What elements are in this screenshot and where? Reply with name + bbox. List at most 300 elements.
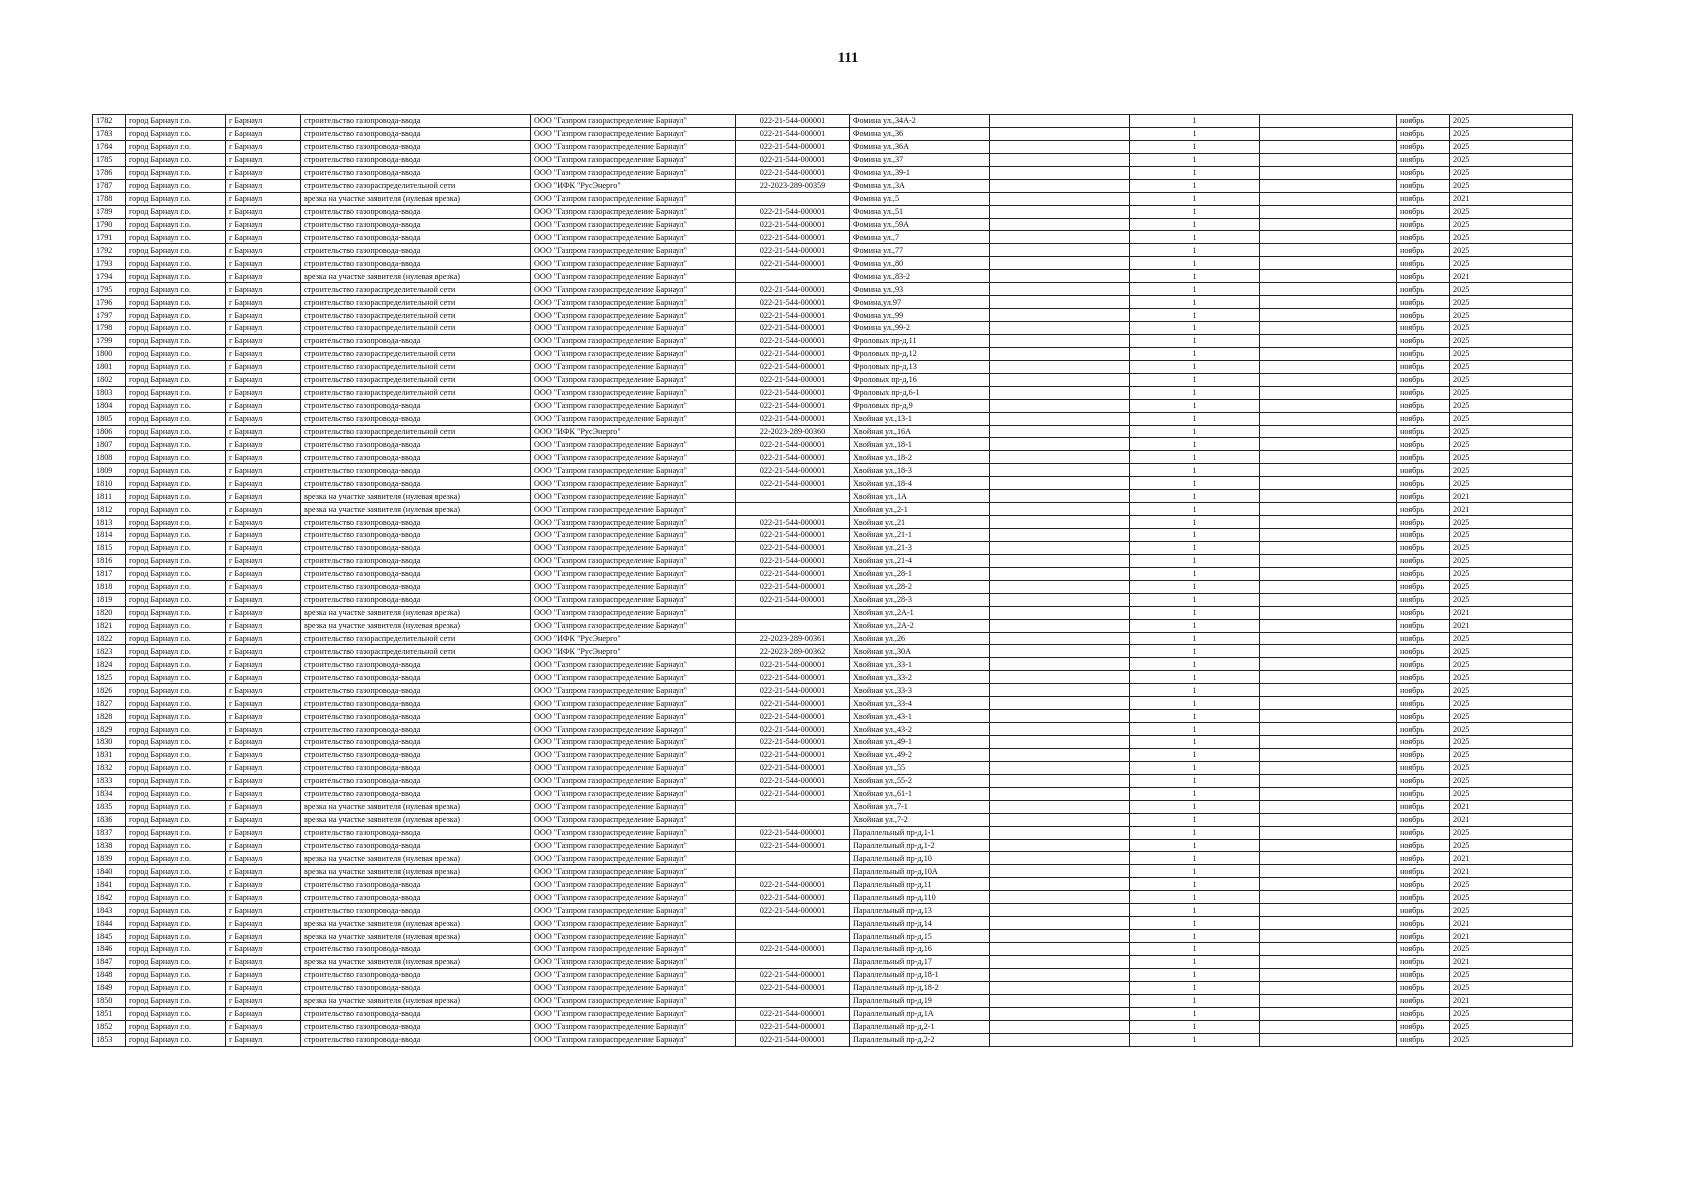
cell-row-number: 1785	[93, 153, 126, 166]
cell-empty-col	[1260, 632, 1397, 645]
gasification-table	[92, 114, 1573, 1047]
table-row	[93, 477, 1573, 490]
cell-organization: ООО "Газпром газораспределение Барнаул"	[531, 697, 736, 710]
cell-quantity: 1	[1130, 710, 1260, 723]
cell-row-number: 1809	[93, 464, 126, 477]
cell-municipality: город Барнаул г.о.	[126, 826, 226, 839]
cell-permit-number: 022-21-544-000001	[736, 554, 850, 567]
cell-work-type: строительство газопровода-ввода	[301, 231, 531, 244]
table-row	[93, 800, 1573, 813]
cell-empty-col	[1260, 412, 1397, 425]
cell-row-number: 1789	[93, 205, 126, 218]
cell-work-type: врезка на участке заявителя (нулевая врезка)	[301, 192, 531, 205]
cell-year: 2025	[1450, 386, 1573, 399]
cell-empty-col	[1260, 554, 1397, 567]
cell-organization: ООО "Газпром газораспределение Барнаул"	[531, 800, 736, 813]
cell-year: 2025	[1450, 179, 1573, 192]
cell-permit-number	[736, 813, 850, 826]
cell-permit-number	[736, 192, 850, 205]
cell-month: ноябрь	[1397, 477, 1450, 490]
cell-organization: ООО "ИФК "РусЭнерго"	[531, 632, 736, 645]
cell-address: Хвойная ул.,61-1	[850, 787, 990, 800]
cell-municipality: город Барнаул г.о.	[126, 244, 226, 257]
cell-empty-col	[990, 140, 1130, 153]
cell-row-number: 1846	[93, 943, 126, 956]
cell-year: 2025	[1450, 464, 1573, 477]
table-row	[93, 192, 1573, 205]
cell-organization: ООО "Газпром газораспределение Барнаул"	[531, 218, 736, 231]
cell-work-type: строительство газопровода-ввода	[301, 334, 531, 347]
table-row	[93, 593, 1573, 606]
cell-work-type: врезка на участке заявителя (нулевая врезка)	[301, 800, 531, 813]
cell-month: ноябрь	[1397, 619, 1450, 632]
cell-year: 2025	[1450, 322, 1573, 335]
cell-permit-number: 022-21-544-000001	[736, 968, 850, 981]
cell-quantity: 1	[1130, 606, 1260, 619]
cell-municipality: город Барнаул г.о.	[126, 865, 226, 878]
table-row	[93, 529, 1573, 542]
cell-permit-number	[736, 490, 850, 503]
cell-permit-number: 022-21-544-000001	[736, 697, 850, 710]
cell-address: Хвойная ул.,43-1	[850, 710, 990, 723]
cell-row-number: 1798	[93, 322, 126, 335]
table-row	[93, 917, 1573, 930]
cell-work-type: строительство газопровода-ввода	[301, 839, 531, 852]
cell-settlement: г Барнаул	[226, 244, 301, 257]
cell-permit-number	[736, 865, 850, 878]
cell-work-type: строительство газопровода-ввода	[301, 787, 531, 800]
cell-empty-col	[990, 503, 1130, 516]
cell-work-type: строительство газораспределительной сети	[301, 425, 531, 438]
cell-empty-col	[990, 360, 1130, 373]
cell-settlement: г Барнаул	[226, 503, 301, 516]
cell-quantity: 1	[1130, 567, 1260, 580]
cell-municipality: город Барнаул г.о.	[126, 852, 226, 865]
cell-municipality: город Барнаул г.о.	[126, 943, 226, 956]
cell-organization: ООО "Газпром газораспределение Барнаул"	[531, 270, 736, 283]
cell-empty-col	[990, 283, 1130, 296]
cell-month: ноябрь	[1397, 541, 1450, 554]
table-row	[93, 852, 1573, 865]
cell-work-type: строительство газораспределительной сети	[301, 179, 531, 192]
cell-work-type: строительство газопровода-ввода	[301, 153, 531, 166]
cell-empty-col	[1260, 140, 1397, 153]
table-row	[93, 205, 1573, 218]
cell-work-type: строительство газопровода-ввода	[301, 1007, 531, 1020]
cell-municipality: город Барнаул г.о.	[126, 373, 226, 386]
cell-organization: ООО "Газпром газораспределение Барнаул"	[531, 774, 736, 787]
cell-address: Параллельный пр-д,17	[850, 955, 990, 968]
cell-permit-number: 022-21-544-000001	[736, 373, 850, 386]
cell-permit-number	[736, 994, 850, 1007]
cell-year: 2025	[1450, 309, 1573, 322]
cell-organization: ООО "Газпром газораспределение Барнаул"	[531, 412, 736, 425]
cell-settlement: г Барнаул	[226, 930, 301, 943]
cell-organization: ООО "Газпром газораспределение Барнаул"	[531, 347, 736, 360]
cell-address: Параллельный пр-д,13	[850, 904, 990, 917]
table-row	[93, 736, 1573, 749]
cell-month: ноябрь	[1397, 774, 1450, 787]
table-row	[93, 296, 1573, 309]
cell-address: Фомина ул.,83-2	[850, 270, 990, 283]
cell-permit-number: 022-21-544-000001	[736, 399, 850, 412]
cell-quantity: 1	[1130, 943, 1260, 956]
cell-work-type: строительство газопровода-ввода	[301, 127, 531, 140]
cell-empty-col	[1260, 968, 1397, 981]
cell-organization: ООО "Газпром газораспределение Барнаул"	[531, 943, 736, 956]
cell-year: 2021	[1450, 994, 1573, 1007]
cell-quantity: 1	[1130, 761, 1260, 774]
cell-quantity: 1	[1130, 115, 1260, 128]
cell-year: 2025	[1450, 412, 1573, 425]
cell-work-type: строительство газораспределительной сети	[301, 322, 531, 335]
cell-quantity: 1	[1130, 283, 1260, 296]
cell-permit-number: 022-21-544-000001	[736, 529, 850, 542]
cell-organization: ООО "Газпром газораспределение Барнаул"	[531, 115, 736, 128]
cell-month: ноябрь	[1397, 917, 1450, 930]
cell-empty-col	[990, 955, 1130, 968]
cell-municipality: город Барнаул г.о.	[126, 1020, 226, 1033]
cell-year: 2025	[1450, 593, 1573, 606]
cell-month: ноябрь	[1397, 451, 1450, 464]
cell-work-type: строительство газопровода-ввода	[301, 567, 531, 580]
cell-municipality: город Барнаул г.о.	[126, 723, 226, 736]
cell-empty-col	[1260, 1020, 1397, 1033]
cell-address: Хвойная ул.,21-1	[850, 529, 990, 542]
table-row	[93, 464, 1573, 477]
table-row	[93, 671, 1573, 684]
cell-work-type: врезка на участке заявителя (нулевая врезка)	[301, 503, 531, 516]
cell-row-number: 1801	[93, 360, 126, 373]
cell-empty-col	[990, 127, 1130, 140]
cell-quantity: 1	[1130, 334, 1260, 347]
cell-year: 2021	[1450, 852, 1573, 865]
cell-empty-col	[1260, 399, 1397, 412]
cell-month: ноябрь	[1397, 1020, 1450, 1033]
cell-quantity: 1	[1130, 205, 1260, 218]
cell-settlement: г Барнаул	[226, 451, 301, 464]
cell-empty-col	[990, 347, 1130, 360]
cell-municipality: город Барнаул г.о.	[126, 684, 226, 697]
cell-empty-col	[1260, 748, 1397, 761]
cell-empty-col	[1260, 878, 1397, 891]
cell-row-number: 1817	[93, 567, 126, 580]
cell-settlement: г Барнаул	[226, 425, 301, 438]
cell-permit-number: 022-21-544-000001	[736, 205, 850, 218]
cell-address: Фомина ул.,3А	[850, 179, 990, 192]
cell-year: 2021	[1450, 606, 1573, 619]
cell-municipality: город Барнаул г.о.	[126, 438, 226, 451]
cell-empty-col	[990, 179, 1130, 192]
cell-work-type: строительство газопровода-ввода	[301, 205, 531, 218]
table-row	[93, 490, 1573, 503]
cell-organization: ООО "Газпром газораспределение Барнаул"	[531, 386, 736, 399]
cell-organization: ООО "Газпром газораспределение Барнаул"	[531, 904, 736, 917]
cell-year: 2025	[1450, 541, 1573, 554]
cell-quantity: 1	[1130, 1033, 1260, 1046]
cell-year: 2025	[1450, 658, 1573, 671]
cell-permit-number: 022-21-544-000001	[736, 438, 850, 451]
cell-year: 2025	[1450, 218, 1573, 231]
cell-address: Хвойная ул.,13-1	[850, 412, 990, 425]
table-row	[93, 218, 1573, 231]
cell-empty-col	[990, 865, 1130, 878]
cell-organization: ООО "Газпром газораспределение Барнаул"	[531, 748, 736, 761]
cell-organization: ООО "Газпром газораспределение Барнаул"	[531, 127, 736, 140]
cell-organization: ООО "Газпром газораспределение Барнаул"	[531, 451, 736, 464]
cell-permit-number: 022-21-544-000001	[736, 826, 850, 839]
cell-work-type: строительство газопровода-ввода	[301, 529, 531, 542]
cell-permit-number: 022-21-544-000001	[736, 464, 850, 477]
cell-work-type: строительство газопровода-ввода	[301, 541, 531, 554]
cell-month: ноябрь	[1397, 878, 1450, 891]
cell-empty-col	[1260, 943, 1397, 956]
table-body	[93, 115, 1573, 1047]
cell-permit-number: 022-21-544-000001	[736, 140, 850, 153]
cell-address: Параллельный пр-д,10	[850, 852, 990, 865]
cell-quantity: 1	[1130, 399, 1260, 412]
cell-settlement: г Барнаул	[226, 257, 301, 270]
cell-month: ноябрь	[1397, 787, 1450, 800]
cell-month: ноябрь	[1397, 399, 1450, 412]
cell-row-number: 1787	[93, 179, 126, 192]
cell-permit-number	[736, 930, 850, 943]
cell-municipality: город Барнаул г.о.	[126, 878, 226, 891]
cell-municipality: город Барнаул г.о.	[126, 736, 226, 749]
cell-permit-number: 022-21-544-000001	[736, 516, 850, 529]
cell-year: 2025	[1450, 1033, 1573, 1046]
cell-row-number: 1820	[93, 606, 126, 619]
cell-row-number: 1811	[93, 490, 126, 503]
cell-municipality: город Барнаул г.о.	[126, 955, 226, 968]
cell-quantity: 1	[1130, 723, 1260, 736]
cell-row-number: 1810	[93, 477, 126, 490]
cell-quantity: 1	[1130, 930, 1260, 943]
table-row	[93, 839, 1573, 852]
page-number: 111	[837, 50, 859, 66]
cell-organization: ООО "Газпром газораспределение Барнаул"	[531, 322, 736, 335]
cell-quantity: 1	[1130, 309, 1260, 322]
cell-organization: ООО "Газпром газораспределение Барнаул"	[531, 231, 736, 244]
cell-organization: ООО "Газпром газораспределение Барнаул"	[531, 244, 736, 257]
cell-year: 2025	[1450, 166, 1573, 179]
cell-month: ноябрь	[1397, 166, 1450, 179]
cell-month: ноябрь	[1397, 606, 1450, 619]
cell-empty-col	[1260, 179, 1397, 192]
cell-settlement: г Барнаул	[226, 373, 301, 386]
cell-empty-col	[990, 1033, 1130, 1046]
cell-work-type: строительство газопровода-ввода	[301, 244, 531, 257]
cell-empty-col	[1260, 464, 1397, 477]
cell-empty-col	[1260, 231, 1397, 244]
cell-empty-col	[990, 205, 1130, 218]
table-row	[93, 774, 1573, 787]
cell-address: Хвойная ул.,18-2	[850, 451, 990, 464]
cell-organization: ООО "Газпром газораспределение Барнаул"	[531, 1020, 736, 1033]
cell-year: 2021	[1450, 619, 1573, 632]
cell-month: ноябрь	[1397, 748, 1450, 761]
cell-settlement: г Барнаул	[226, 968, 301, 981]
cell-address: Параллельный пр-д,1-2	[850, 839, 990, 852]
cell-organization: ООО "Газпром газораспределение Барнаул"	[531, 826, 736, 839]
table-row	[93, 283, 1573, 296]
cell-settlement: г Барнаул	[226, 179, 301, 192]
cell-organization: ООО "Газпром газораспределение Барнаул"	[531, 968, 736, 981]
cell-row-number: 1839	[93, 852, 126, 865]
cell-month: ноябрь	[1397, 994, 1450, 1007]
cell-empty-col	[990, 994, 1130, 1007]
cell-empty-col	[1260, 192, 1397, 205]
cell-address: Хвойная ул.,30А	[850, 645, 990, 658]
cell-settlement: г Барнаул	[226, 1033, 301, 1046]
cell-organization: ООО "Газпром газораспределение Барнаул"	[531, 360, 736, 373]
cell-settlement: г Барнаул	[226, 619, 301, 632]
table-row	[93, 541, 1573, 554]
cell-municipality: город Барнаул г.о.	[126, 619, 226, 632]
cell-work-type: строительство газопровода-ввода	[301, 140, 531, 153]
table-row	[93, 244, 1573, 257]
cell-year: 2025	[1450, 1007, 1573, 1020]
cell-month: ноябрь	[1397, 386, 1450, 399]
cell-address: Хвойная ул.,33-2	[850, 671, 990, 684]
table-row	[93, 347, 1573, 360]
cell-month: ноябрь	[1397, 529, 1450, 542]
cell-work-type: строительство газопровода-ввода	[301, 554, 531, 567]
cell-address: Параллельный пр-д,14	[850, 917, 990, 930]
cell-address: Фомина ул.,39-1	[850, 166, 990, 179]
cell-quantity: 1	[1130, 529, 1260, 542]
cell-work-type: строительство газораспределительной сети	[301, 386, 531, 399]
cell-permit-number: 022-21-544-000001	[736, 567, 850, 580]
cell-address: Фомина ул.,51	[850, 205, 990, 218]
cell-quantity: 1	[1130, 1020, 1260, 1033]
cell-settlement: г Барнаул	[226, 477, 301, 490]
cell-empty-col	[990, 477, 1130, 490]
cell-year: 2021	[1450, 270, 1573, 283]
cell-row-number: 1807	[93, 438, 126, 451]
table-row	[93, 231, 1573, 244]
cell-address: Параллельный пр-д,15	[850, 930, 990, 943]
cell-settlement: г Барнаул	[226, 684, 301, 697]
cell-row-number: 1847	[93, 955, 126, 968]
cell-empty-col	[1260, 529, 1397, 542]
cell-empty-col	[1260, 813, 1397, 826]
cell-empty-col	[990, 244, 1130, 257]
cell-address: Фомина ул.,93	[850, 283, 990, 296]
cell-municipality: город Барнаул г.о.	[126, 994, 226, 1007]
table-row	[93, 1007, 1573, 1020]
cell-month: ноябрь	[1397, 309, 1450, 322]
cell-settlement: г Барнаул	[226, 826, 301, 839]
cell-permit-number: 022-21-544-000001	[736, 244, 850, 257]
cell-year: 2025	[1450, 891, 1573, 904]
cell-municipality: город Барнаул г.о.	[126, 360, 226, 373]
cell-settlement: г Барнаул	[226, 865, 301, 878]
cell-empty-col	[1260, 270, 1397, 283]
cell-work-type: строительство газопровода-ввода	[301, 774, 531, 787]
table-row	[93, 619, 1573, 632]
cell-settlement: г Барнаул	[226, 115, 301, 128]
cell-settlement: г Барнаул	[226, 917, 301, 930]
cell-quantity: 1	[1130, 580, 1260, 593]
cell-row-number: 1830	[93, 736, 126, 749]
table-row	[93, 567, 1573, 580]
cell-empty-col	[1260, 360, 1397, 373]
cell-year: 2025	[1450, 710, 1573, 723]
cell-permit-number: 022-21-544-000001	[736, 710, 850, 723]
cell-month: ноябрь	[1397, 1033, 1450, 1046]
cell-quantity: 1	[1130, 516, 1260, 529]
cell-permit-number	[736, 917, 850, 930]
cell-empty-col	[990, 257, 1130, 270]
cell-empty-col	[990, 697, 1130, 710]
cell-work-type: строительство газопровода-ввода	[301, 826, 531, 839]
cell-organization: ООО "Газпром газораспределение Барнаул"	[531, 852, 736, 865]
cell-organization: ООО "Газпром газораспределение Барнаул"	[531, 296, 736, 309]
cell-work-type: строительство газопровода-ввода	[301, 477, 531, 490]
cell-quantity: 1	[1130, 192, 1260, 205]
cell-permit-number: 22-2023-289-00362	[736, 645, 850, 658]
cell-work-type: строительство газопровода-ввода	[301, 891, 531, 904]
cell-month: ноябрь	[1397, 231, 1450, 244]
cell-municipality: город Барнаул г.о.	[126, 981, 226, 994]
cell-month: ноябрь	[1397, 464, 1450, 477]
cell-address: Хвойная ул.,55	[850, 761, 990, 774]
cell-quantity: 1	[1130, 140, 1260, 153]
cell-row-number: 1853	[93, 1033, 126, 1046]
cell-municipality: город Барнаул г.о.	[126, 322, 226, 335]
cell-settlement: г Барнаул	[226, 567, 301, 580]
cell-quantity: 1	[1130, 839, 1260, 852]
cell-settlement: г Барнаул	[226, 127, 301, 140]
cell-work-type: врезка на участке заявителя (нулевая врезка)	[301, 955, 531, 968]
cell-empty-col	[990, 736, 1130, 749]
cell-month: ноябрь	[1397, 826, 1450, 839]
cell-row-number: 1832	[93, 761, 126, 774]
cell-year: 2025	[1450, 736, 1573, 749]
cell-empty-col	[990, 296, 1130, 309]
cell-settlement: г Барнаул	[226, 153, 301, 166]
cell-settlement: г Барнаул	[226, 283, 301, 296]
cell-empty-col	[990, 451, 1130, 464]
cell-address: Хвойная ул.,33-1	[850, 658, 990, 671]
cell-quantity: 1	[1130, 748, 1260, 761]
cell-year: 2025	[1450, 968, 1573, 981]
cell-work-type: строительство газопровода-ввода	[301, 438, 531, 451]
cell-empty-col	[990, 425, 1130, 438]
cell-settlement: г Барнаул	[226, 205, 301, 218]
cell-empty-col	[1260, 645, 1397, 658]
cell-settlement: г Барнаул	[226, 1020, 301, 1033]
cell-year: 2021	[1450, 503, 1573, 516]
cell-quantity: 1	[1130, 891, 1260, 904]
cell-municipality: город Барнаул г.о.	[126, 425, 226, 438]
cell-address: Хвойная ул.,28-1	[850, 567, 990, 580]
cell-year: 2025	[1450, 231, 1573, 244]
cell-empty-col	[1260, 1033, 1397, 1046]
cell-row-number: 1837	[93, 826, 126, 839]
cell-work-type: строительство газопровода-ввода	[301, 412, 531, 425]
cell-work-type: строительство газопровода-ввода	[301, 451, 531, 464]
cell-permit-number: 022-21-544-000001	[736, 736, 850, 749]
cell-address: Параллельный пр-д,110	[850, 891, 990, 904]
cell-row-number: 1843	[93, 904, 126, 917]
cell-row-number: 1827	[93, 697, 126, 710]
cell-empty-col	[990, 606, 1130, 619]
cell-empty-col	[1260, 671, 1397, 684]
cell-row-number: 1797	[93, 309, 126, 322]
cell-organization: ООО "Газпром газораспределение Барнаул"	[531, 1033, 736, 1046]
